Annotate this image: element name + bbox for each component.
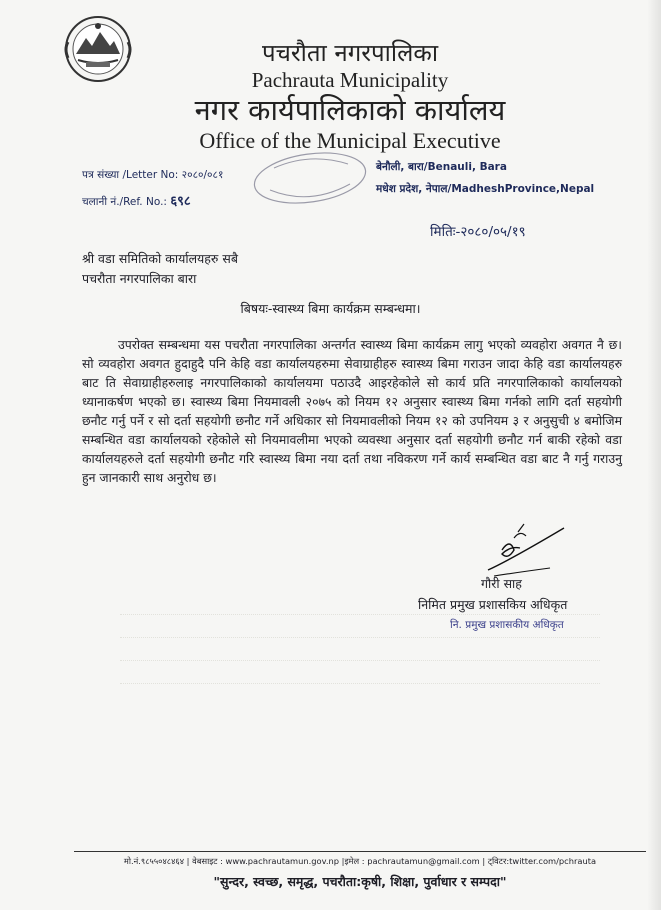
handwritten-signature bbox=[480, 520, 570, 580]
reference-number-label: चलानी नं./Ref. No.: bbox=[82, 196, 167, 208]
letterhead bbox=[150, 38, 550, 154]
office-name-en: Office of the Municipal Executive bbox=[199, 128, 501, 153]
municipality-emblem-icon bbox=[62, 14, 134, 84]
letter-number: पत्र संख्या /Letter No: २०८०/०८१ bbox=[82, 169, 224, 181]
letter-subject: बिषयः-स्वास्थ्य बिमा कार्यक्रम सम्बन्धमा। bbox=[240, 301, 421, 316]
reference-number bbox=[82, 191, 191, 209]
dispatch-stamp-icon bbox=[250, 150, 370, 210]
footer-divider bbox=[74, 851, 646, 852]
municipality-name-en: Pachrauta Municipality bbox=[251, 68, 449, 92]
letter-date: मितिः-२०८०/०५/१९ bbox=[430, 224, 526, 240]
municipality-name-np: पचरौता नगरपालिका bbox=[261, 39, 439, 67]
office-name-np: नगर कार्यपालिकाको कार्यालय bbox=[194, 93, 506, 127]
office-address-line2: मधेश प्रदेश, नेपाल/MadheshProvince,Nepal bbox=[376, 183, 595, 195]
recipient-line1: श्री वडा समितिको कार्यालयहरु सबै bbox=[82, 251, 238, 266]
letter-body: उपरोक्त सम्बन्धमा यस पचरौता नगरपालिका अन्तर्गत स्वास्थ्य बिमा कार्यक्रम लागु भएको व्यवहोरा अवगत नै छ। सो व्यवहोरा अवगत हुदाहुदै पनि केहि वडा कार्यालयहरुमा सेवाग्राहीहरु स्वास्थ्य बिमा गराउन जादा केहि वडा कार्यालयहरु बाट ति सेवाग्राहीहरुलाइ नगरपालिकाको कार्यालयमा पठाउदै आइरहेकोले सो कार्य प्रति नगरपालिकाको कार्यालयको ध्यानाकर्षण भएको छ। स्वास्थ्य बिमा नियमावली २०७५ को नियम १२ अनुसार स्वास्थ्य बिमा गर्नको लागि दर्ता सहयोगी छनौट गर्नु पर्ने र सो दर्ता सहयोगी छनौट गर्ने अधिकार सो नियमावलीको नियम १२ को उपनियम ३ र अनुसुची ४ बमोजिम सम्बन्धित वडा कार्यालयको रहेकोले सो नियमावलीमा भएको व्यवस्था अनुसार दर्ता सहयोगी छनौट गर्न बाकी रहेको वडा कार्यालयहरुले दर्ता सहयोगी छनौट गरि स्वास्थ्य बिमा नया दर्ता तथा नविकरण गर्ने कार्य सम्बन्धित वडा बाट नै गर्नु गराउनु हुन जानकारी साथ अनुरोध छ। bbox=[82, 337, 622, 485]
footer-slogan: "सुन्दर, स्वच्छ, समृद्ध, पचरौता:कृषी, शिक्षा, पुर्वाधार र सम्पदा" bbox=[213, 874, 507, 889]
signer-designation: निमित प्रमुख प्रशासकिय अधिकृत bbox=[418, 597, 568, 612]
office-address-line1: बेनौली, बारा/Benauli, Bara bbox=[376, 161, 507, 173]
signer-name: गौरी साह bbox=[481, 576, 522, 591]
reference-number-value: ६९८ bbox=[170, 194, 191, 209]
recipient-line2: पचरौता नगरपालिका बारा bbox=[82, 271, 197, 286]
designation-stamp: नि. प्रमुख प्रशासकीय अधिकृत bbox=[450, 619, 564, 631]
footer-contact: मो.नं.९८५५०४८४६४ | वेबसाइट : www.pachrautamun.gov.np |इमेल : pachrautamun@gmail.com | ट्विटर:twitter.com/pchrauta bbox=[123, 856, 597, 866]
scan-edge-shadow bbox=[647, 0, 661, 910]
